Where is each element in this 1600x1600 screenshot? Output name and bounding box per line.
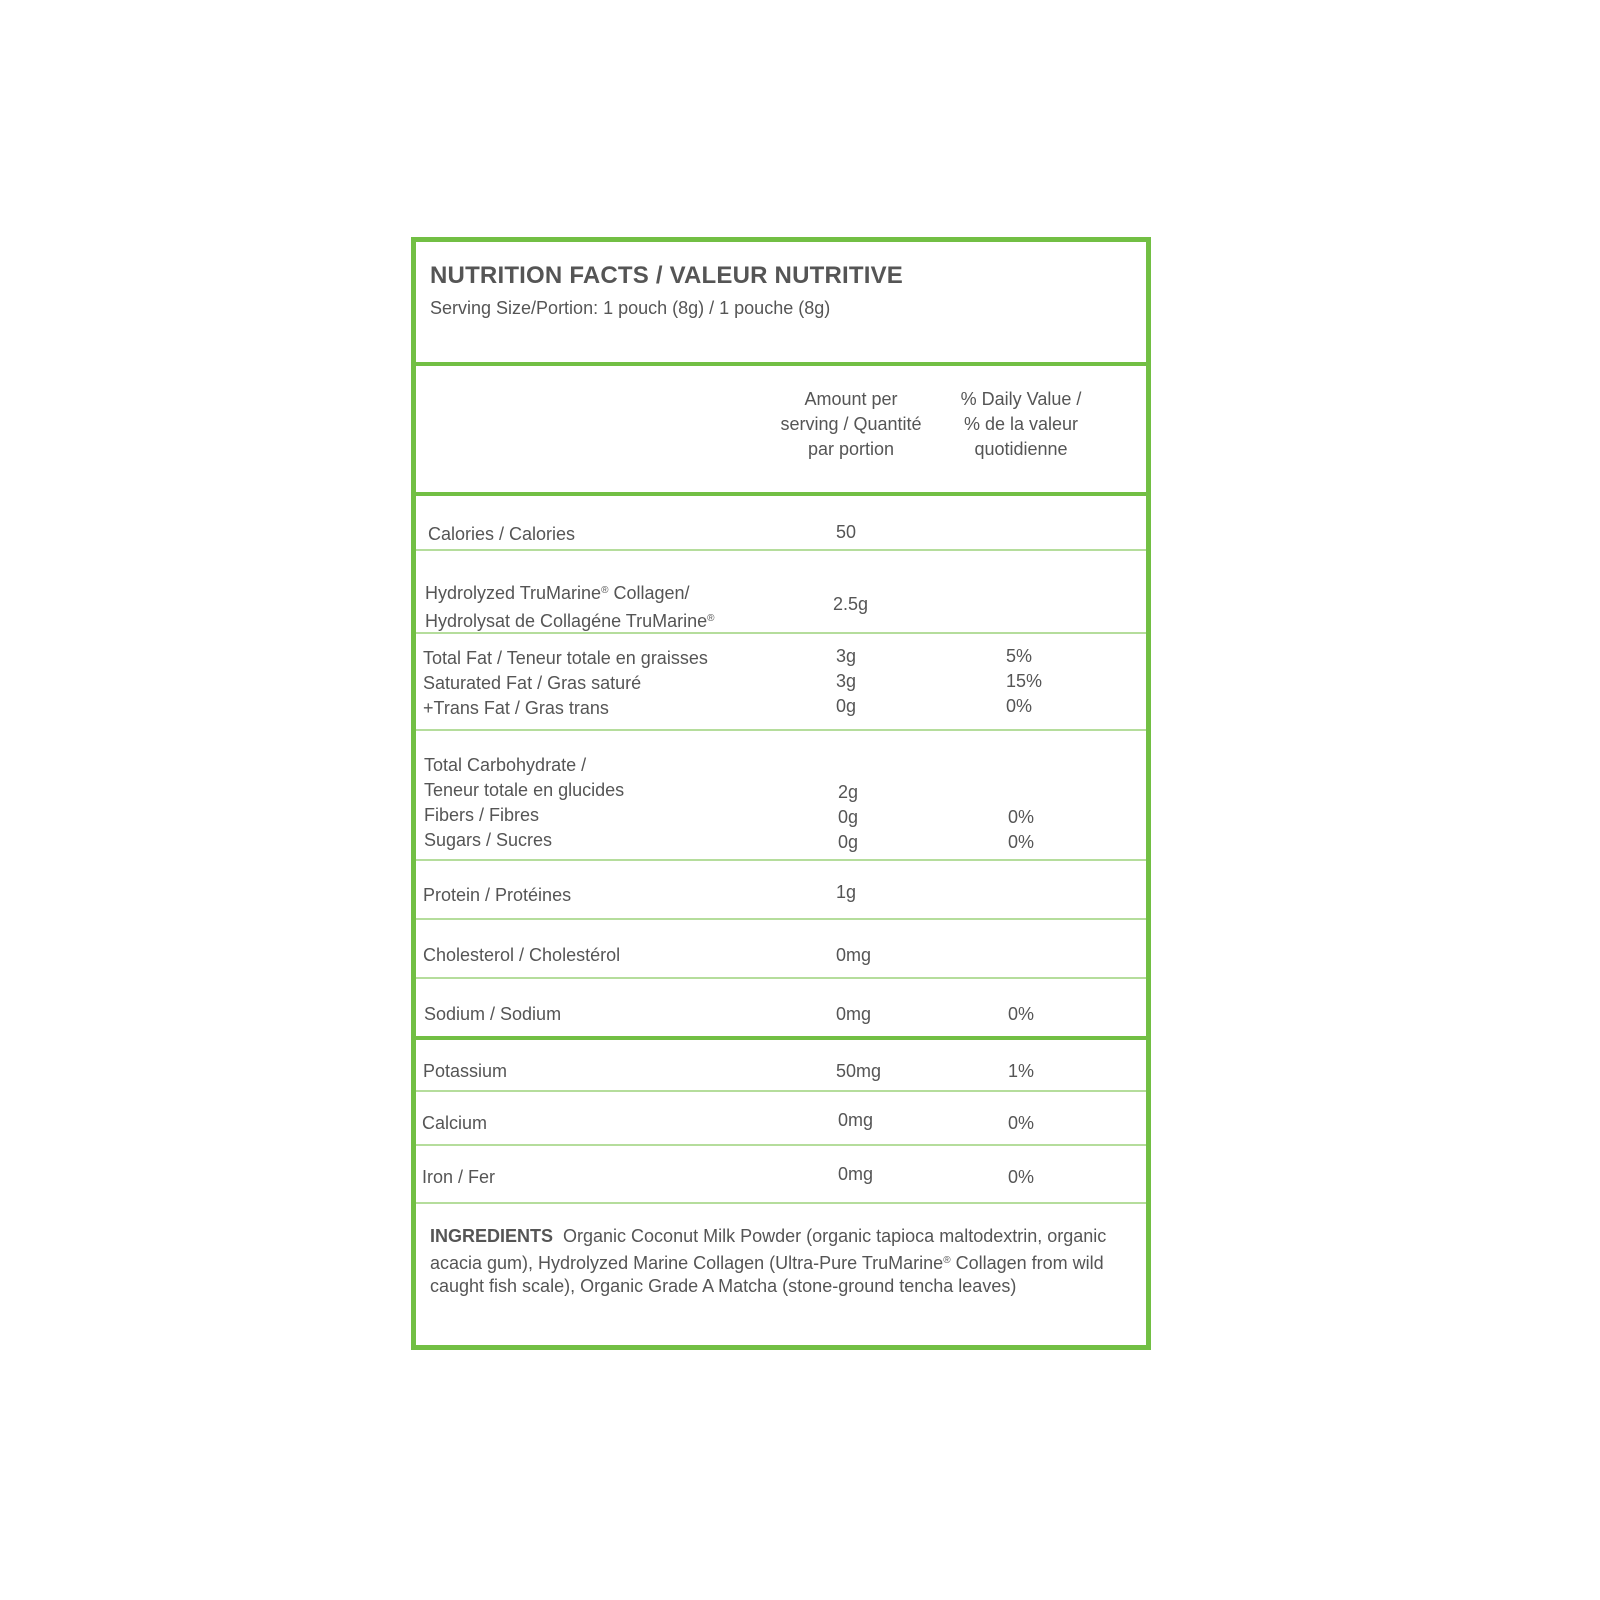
dv-fibers: 0% [1008, 807, 1035, 827]
row-label-iron: Iron / Fer [422, 1167, 496, 1187]
amount-column-header [766, 387, 936, 462]
row-divider [416, 918, 1146, 920]
ingredients-heading: INGREDIENTS [430, 1226, 554, 1246]
header-divider [416, 362, 1146, 366]
amount-header-line: Amount per [804, 389, 898, 409]
row-dv-sodium: 0% [1008, 1004, 1035, 1024]
row-amount-iron: 0mg [838, 1164, 874, 1184]
dv-sugars: 0% [1008, 832, 1035, 852]
daily-value-column-header [946, 387, 1096, 462]
row-label-calories: Calories / Calories [428, 524, 576, 544]
dv-total-fat: 5% [1006, 646, 1033, 666]
row-amount-potassium: 50mg [836, 1061, 882, 1081]
row-divider [416, 549, 1146, 551]
row-dv-calcium: 0% [1008, 1113, 1035, 1133]
row-label-collagen: Hydrolyzed TruMarine® Collagen/ Hydrolysat de Collagéne TruMarine® [425, 583, 715, 631]
fat-amounts [836, 644, 936, 719]
row-divider [416, 729, 1146, 731]
row-group-fats [423, 646, 708, 721]
amount-total-fat: 3g [836, 646, 857, 666]
row-label-protein: Protein / Protéines [423, 885, 572, 905]
amount-fibers: 0g [838, 807, 859, 827]
dv-header-line: % de la valeur [963, 414, 1079, 434]
panel-title: NUTRITION FACTS / VALEUR NUTRITIVE [430, 262, 904, 289]
row-divider [416, 1202, 1146, 1204]
row-label-cholesterol: Cholesterol / Cholestérol [423, 945, 621, 965]
row-label-calcium: Calcium [422, 1113, 488, 1133]
row-divider [416, 632, 1146, 634]
section-divider [416, 1036, 1146, 1040]
row-amount-calcium: 0mg [838, 1110, 874, 1130]
row-label-potassium: Potassium [423, 1061, 508, 1081]
row-amount-calories: 50 [836, 522, 857, 542]
fat-daily-values [1006, 644, 1086, 719]
carb-amounts [838, 780, 938, 855]
row-divider [416, 1090, 1146, 1092]
row-amount-cholesterol: 0mg [836, 945, 872, 965]
row-dv-potassium: 1% [1008, 1061, 1035, 1081]
row-label-total-fat: Total Fat / Teneur totale en graisses [423, 648, 708, 668]
ingredients-text: Organic Coconut Milk Powder (organic tapioca maltodextrin, organic acacia gum), Hydrolyzed Marine Collagen (Ultra-Pure TruMarine [430, 1226, 1107, 1273]
amount-header-line: par portion [807, 439, 895, 459]
row-label-saturated-fat: Saturated Fat / Gras saturé [423, 673, 642, 693]
dv-trans-fat: 0% [1006, 696, 1033, 716]
dv-header-line: % Daily Value / [960, 389, 1082, 409]
row-amount-sodium: 0mg [836, 1004, 872, 1024]
dv-header-line: quotidienne [974, 439, 1068, 459]
row-divider [416, 859, 1146, 861]
ingredients-text-cont: Collagen from wild caught fish scale), Organic Grade A Matcha (stone-ground tencha leaves) [430, 1252, 1104, 1296]
row-divider [416, 977, 1146, 979]
row-label-fibers: Fibers / Fibres [424, 805, 540, 825]
row-label-carbohydrate: Total Carbohydrate / [424, 755, 587, 775]
dv-saturated-fat: 15% [1006, 671, 1043, 691]
column-header-divider [416, 492, 1146, 496]
nutrition-facts-panel [411, 237, 1151, 1350]
carb-daily-values [1008, 805, 1088, 855]
row-label-carbohydrate-fr: Teneur totale en glucides [424, 780, 625, 800]
row-amount-protein: 1g [836, 882, 857, 902]
serving-size: Serving Size/Portion: 1 pouch (8g) / 1 pouche (8g) [430, 298, 831, 318]
amount-trans-fat: 0g [836, 696, 857, 716]
row-label-sodium: Sodium / Sodium [424, 1004, 562, 1024]
registered-mark: ® [943, 1254, 951, 1266]
amount-sugars: 0g [838, 832, 859, 852]
row-label-trans-fat: +Trans Fat / Gras trans [423, 698, 609, 718]
row-amount-collagen: 2.5g [833, 594, 869, 614]
amount-header-line: serving / Quantité [780, 414, 922, 434]
amount-saturated-fat: 3g [836, 671, 857, 691]
amount-carbohydrate: 2g [838, 782, 859, 802]
row-divider [416, 1144, 1146, 1146]
row-dv-iron: 0% [1008, 1167, 1035, 1187]
row-group-carbohydrate [424, 753, 624, 853]
row-label-sugars: Sugars / Sucres [424, 830, 553, 850]
ingredients-block [430, 1225, 1120, 1299]
